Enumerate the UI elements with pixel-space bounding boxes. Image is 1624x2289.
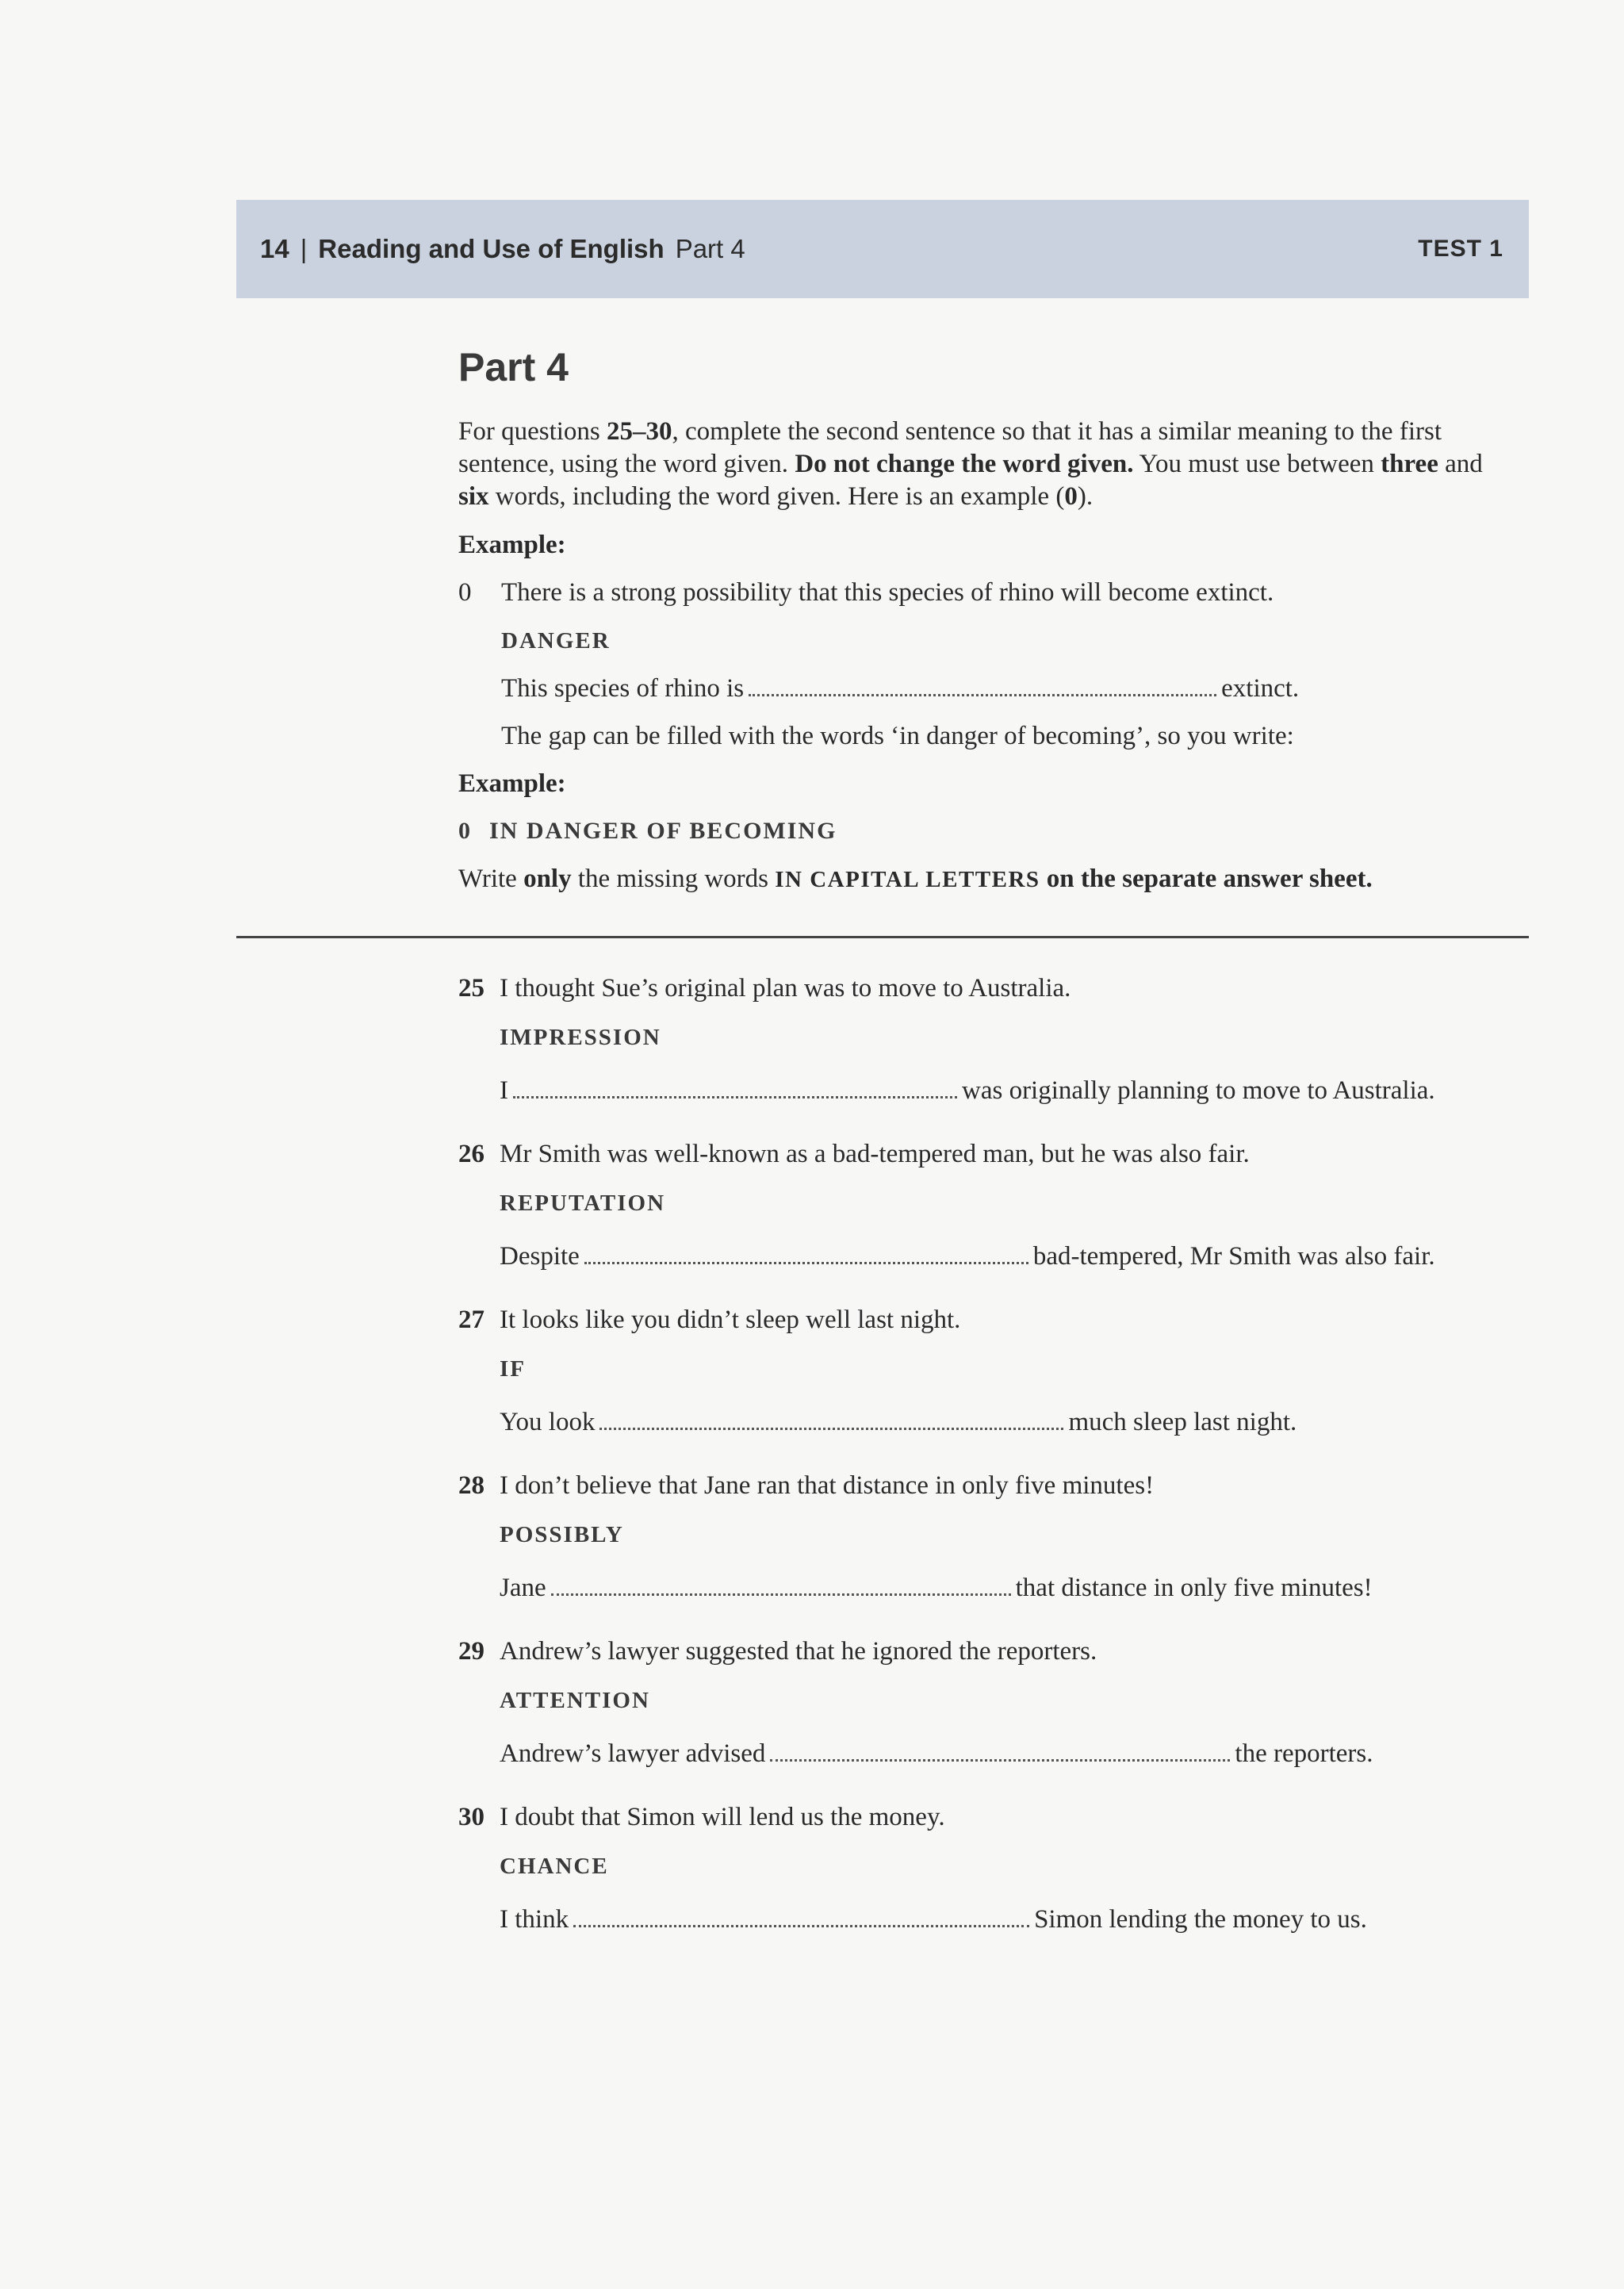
question-30 [458,1801,1521,1935]
answer-sheet-instruction [458,863,1513,896]
write-only: only [523,865,572,893]
gap-before: I [500,1076,508,1105]
questions-list [458,972,1521,1967]
question-sentence: It looks like you didn’t sleep well last night. [500,1306,961,1334]
question-sentence: I doubt that Simon will lend us the money. [500,1803,945,1831]
example-sentence: There is a strong possibility that this species of rhino will become extinct. [501,578,1274,607]
page-header [236,200,1529,298]
question-keyword: IMPRESSION [500,1025,661,1050]
header-part: Part 4 [675,234,745,263]
instr-range: 25–30 [607,417,672,446]
page-title: Part 4 [458,345,569,389]
example-explanation: The gap can be filled with the words ‘in danger of becoming’, so you write: [501,722,1294,750]
question-keyword: ATTENTION [500,1688,650,1713]
answer-gap[interactable] [573,1906,1029,1927]
instr-text: and [1438,450,1483,478]
question-number: 25 [458,974,485,1003]
answer-gap [749,675,1216,696]
example-gap-row [458,673,1513,704]
example-answer-row [458,815,1513,847]
instr-text: , complete the second sentence so that it has a similar meaning to the first sentence, using the word given. [458,417,1442,478]
gap-before: You look [500,1408,596,1436]
gap-after: bad-tempered, Mr Smith was also fair. [1032,1242,1435,1271]
instr-text: For questions [458,417,607,446]
question-number: 26 [458,1140,485,1168]
example-label-2: Example: [458,769,566,798]
answer-gap[interactable] [770,1740,1230,1762]
question-27 [458,1304,1521,1438]
write-sheet: on the separate answer sheet. [1040,865,1373,893]
page-number: 14 [260,234,289,263]
question-keyword: POSSIBLY [500,1522,624,1547]
example-gap-after: extinct. [1221,674,1300,703]
header-separator: | [300,234,308,263]
write-caps: IN CAPITAL LETTERS [775,867,1040,892]
gap-after: was originally planning to move to Australia. [962,1076,1435,1105]
question-29 [458,1635,1521,1769]
section-title: Reading and Use of English [318,234,665,263]
gap-before: Despite [500,1242,580,1271]
question-sentence: I don’t believe that Jane ran that distance in only five minutes! [500,1471,1155,1500]
instr-rule: Do not change the word given. [795,450,1134,478]
example-keyword-row [458,624,1513,657]
question-keyword: REPUTATION [500,1191,666,1216]
instructions-paragraph [458,416,1513,513]
question-keyword: IF [500,1356,526,1382]
instr-zero: 0 [1064,482,1078,511]
gap-after: that distance in only five minutes! [1015,1574,1373,1602]
instr-text: ). [1077,482,1094,511]
answer-gap[interactable] [599,1409,1063,1430]
section-divider [236,936,1529,938]
answer-gap[interactable] [584,1243,1028,1264]
question-number: 30 [458,1803,485,1831]
instr-text: You must use between [1133,450,1381,478]
write-text: Write [458,865,524,893]
gap-after: Simon lending the money to us. [1034,1905,1367,1934]
question-number: 29 [458,1637,485,1666]
question-sentence: Mr Smith was well-known as a bad-tempered man, but he was also fair. [500,1140,1250,1168]
instr-text: words, including the word given. Here is an example ( [488,482,1065,511]
instr-three: three [1381,450,1438,478]
example-sentence-row [458,577,1513,608]
gap-before: Andrew’s lawyer advised [500,1739,766,1768]
example-number: 0 [458,578,472,607]
example-gap-before: This species of rhino is [501,674,745,703]
question-28 [458,1470,1521,1604]
header-left [260,234,745,264]
example-keyword: DANGER [501,628,611,654]
question-number: 27 [458,1306,485,1334]
answer-gap[interactable] [513,1077,957,1098]
question-number: 28 [458,1471,485,1500]
gap-before: Jane [500,1574,546,1602]
example-label: Example: [458,531,566,559]
question-25 [458,972,1521,1106]
question-sentence: Andrew’s lawyer suggested that he ignored the reporters. [500,1637,1097,1666]
answer-gap[interactable] [551,1574,1011,1596]
question-keyword: CHANCE [500,1854,609,1879]
instr-six: six [458,482,489,511]
gap-after: much sleep last night. [1068,1408,1297,1436]
example-answer: IN DANGER OF BECOMING [489,818,837,844]
gap-after: the reporters. [1235,1739,1373,1768]
instructions-section [458,339,1513,912]
example-answer-number: 0 [458,818,472,844]
question-26 [458,1138,1521,1272]
question-sentence: I thought Sue’s original plan was to move to Australia. [500,974,1071,1003]
test-label: TEST 1 [1418,236,1503,262]
gap-before: I think [500,1905,569,1934]
write-text: the missing words [571,865,776,893]
